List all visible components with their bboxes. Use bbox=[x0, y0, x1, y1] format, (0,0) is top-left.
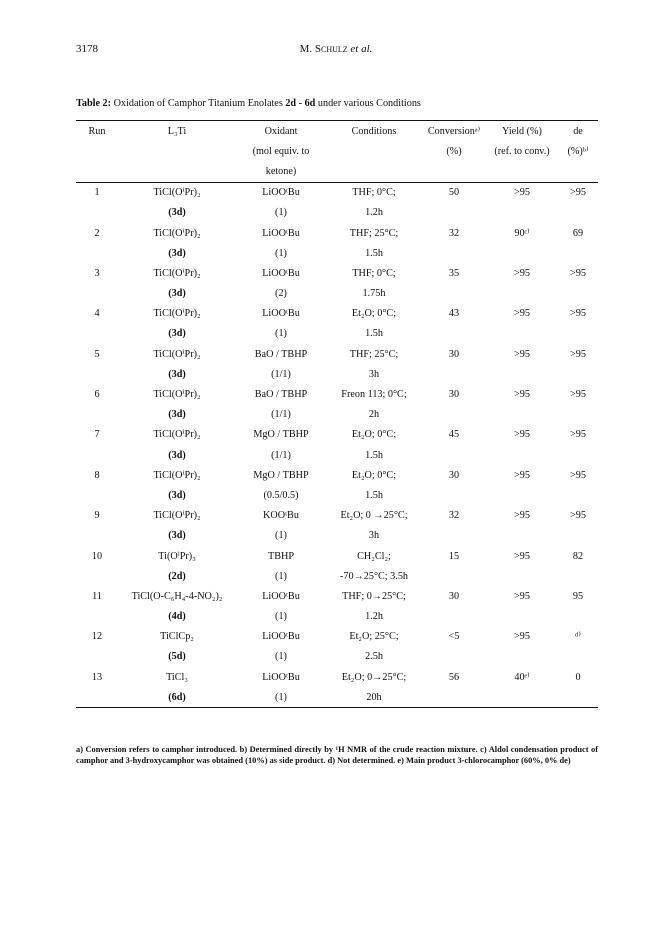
table-cell: KOOᵗBu bbox=[263, 510, 299, 522]
compound-ref: (3d) bbox=[168, 489, 186, 501]
table-cell: TiCl(OⁱPr)₂ bbox=[153, 510, 201, 522]
caption-rest: under various Conditions bbox=[317, 98, 421, 109]
empty-cell bbox=[76, 566, 118, 586]
table-subrow bbox=[76, 243, 598, 263]
column-header bbox=[76, 141, 118, 161]
table-subrow bbox=[76, 607, 598, 627]
table-cell: >95 bbox=[514, 590, 530, 602]
table-cell: THF; 25°C; bbox=[349, 227, 399, 239]
table-cell: Et₂O; 0°C; bbox=[351, 469, 397, 481]
table-cell: Et₂O; 0°C; bbox=[351, 429, 397, 441]
column-header: Conversionᵃ⁾ bbox=[422, 121, 486, 142]
table-cell: 82 bbox=[572, 550, 584, 562]
table-row bbox=[76, 506, 598, 526]
table-cell: LiOOᵗBu bbox=[262, 308, 300, 320]
table-cell: Et₂O; 0→25°C; bbox=[341, 671, 407, 683]
table-cell: THF; 25°C; bbox=[349, 348, 399, 360]
table-cell: TiCl(OⁱPr)₂ bbox=[153, 348, 201, 360]
table-subrow bbox=[76, 485, 598, 505]
table-cell: (1) bbox=[275, 207, 287, 219]
table-cell: LiOOᵗBu bbox=[262, 267, 300, 279]
table-cell: 3h bbox=[368, 530, 380, 542]
table-cell: 15 bbox=[448, 550, 460, 562]
table-cell: (2) bbox=[275, 288, 287, 300]
table-cell: BaO / TBHP bbox=[254, 348, 308, 360]
column-header: Oxidant bbox=[236, 121, 326, 142]
table-cell: (1) bbox=[275, 651, 287, 663]
table-cell: (1/1) bbox=[271, 409, 291, 421]
table-cell: TiCl₃ bbox=[166, 671, 188, 683]
table-cell: 1.75h bbox=[362, 288, 386, 300]
table-cell: 3 bbox=[94, 267, 100, 279]
empty-cell bbox=[558, 405, 598, 425]
table-subrow bbox=[76, 687, 598, 708]
table-subrow bbox=[76, 647, 598, 667]
column-header: Conditions bbox=[326, 121, 422, 142]
empty-cell bbox=[486, 324, 558, 344]
table-cell: >95 bbox=[514, 389, 530, 401]
table-subrow bbox=[76, 405, 598, 425]
table-cell: 30 bbox=[448, 590, 460, 602]
table-row bbox=[76, 546, 598, 566]
table-row bbox=[76, 586, 598, 606]
table-cell: 1.2h bbox=[365, 207, 383, 219]
empty-cell bbox=[558, 566, 598, 586]
table-cell: >95 bbox=[570, 510, 586, 522]
table-cell: THF; 0°C; bbox=[352, 187, 396, 199]
table-cell: TiCl(OⁱPr)₂ bbox=[153, 429, 201, 441]
empty-cell bbox=[558, 445, 598, 465]
table-cell: 9 bbox=[94, 510, 100, 522]
table-cell: THF; 0→25°C; bbox=[342, 590, 406, 602]
empty-cell bbox=[422, 647, 486, 667]
column-header: Yield (%) bbox=[486, 121, 558, 142]
table-row bbox=[76, 627, 598, 647]
table-cell: (0.5/0.5) bbox=[263, 489, 299, 501]
table-cell: 1 bbox=[94, 187, 100, 199]
table-cell: Et₂O; 0 →25°C; bbox=[340, 510, 408, 522]
table-cell: LiOOᵗBu bbox=[262, 187, 300, 199]
empty-cell bbox=[486, 203, 558, 223]
empty-cell bbox=[558, 364, 598, 384]
empty-cell bbox=[76, 687, 118, 708]
results-table bbox=[76, 120, 598, 708]
header-row bbox=[76, 161, 598, 182]
table-row bbox=[76, 384, 598, 404]
empty-cell bbox=[422, 364, 486, 384]
empty-cell bbox=[422, 687, 486, 708]
table-subrow bbox=[76, 526, 598, 546]
empty-cell bbox=[486, 607, 558, 627]
empty-cell bbox=[76, 485, 118, 505]
table-cell: 90ᶜ⁾ bbox=[514, 227, 530, 239]
table-cell: 3h bbox=[368, 368, 380, 380]
empty-cell bbox=[486, 687, 558, 708]
table-cell: Ti(OⁱPr)₃ bbox=[158, 550, 196, 562]
empty-cell bbox=[558, 607, 598, 627]
table-cell: LiOOᵗBu bbox=[262, 227, 300, 239]
table-cell: (1) bbox=[275, 247, 287, 259]
empty-cell bbox=[558, 203, 598, 223]
empty-cell bbox=[76, 203, 118, 223]
table-cell: 13 bbox=[91, 671, 103, 683]
column-header: (ref. to conv.) bbox=[494, 145, 550, 157]
empty-cell bbox=[76, 364, 118, 384]
author-name: M. Schulz bbox=[299, 43, 348, 55]
table-cell: >95 bbox=[514, 550, 530, 562]
table-cell: <5 bbox=[448, 631, 460, 643]
column-header bbox=[558, 161, 598, 182]
page-number: 3178 bbox=[76, 43, 98, 55]
table-cell: 32 bbox=[448, 227, 460, 239]
compound-ref: (3d) bbox=[168, 530, 186, 542]
table-cell: 30 bbox=[448, 389, 460, 401]
table-cell: (1) bbox=[275, 530, 287, 542]
empty-cell bbox=[558, 687, 598, 708]
empty-cell bbox=[76, 405, 118, 425]
table-cell: 32 bbox=[448, 510, 460, 522]
empty-cell bbox=[422, 445, 486, 465]
table-cell: TiCl(O-C₆H₄-4-NO₂)₂ bbox=[131, 590, 223, 602]
table-cell: 2.5h bbox=[365, 651, 383, 663]
compound-ref: (6d) bbox=[118, 687, 236, 708]
empty-cell bbox=[558, 485, 598, 505]
empty-cell bbox=[486, 445, 558, 465]
table-cell: (1) bbox=[236, 687, 326, 708]
table-cell: >95 bbox=[570, 429, 586, 441]
table-row bbox=[76, 344, 598, 364]
table-cell: >95 bbox=[514, 429, 530, 441]
column-header: Run bbox=[76, 121, 118, 142]
empty-cell bbox=[486, 485, 558, 505]
empty-cell bbox=[76, 324, 118, 344]
table-cell: Et₂O; 0°C; bbox=[351, 308, 397, 320]
table-cell: (1/1) bbox=[271, 368, 291, 380]
column-header bbox=[326, 141, 422, 161]
table-cell: Freon 113; 0°C; bbox=[341, 389, 407, 401]
column-header bbox=[76, 161, 118, 182]
empty-cell bbox=[486, 566, 558, 586]
table-cell: 5 bbox=[94, 348, 100, 360]
table-subrow bbox=[76, 566, 598, 586]
empty-cell bbox=[486, 364, 558, 384]
table-cell: 69 bbox=[572, 227, 584, 239]
table-cell: LiOOᵗBu bbox=[262, 631, 300, 643]
compound-ref: (3d) bbox=[168, 368, 186, 380]
empty-cell bbox=[422, 203, 486, 223]
table-subrow bbox=[76, 203, 598, 223]
table-cell: (1) bbox=[275, 328, 287, 340]
caption-text: Oxidation of Camphor Titanium Enolates bbox=[113, 98, 283, 109]
table-cell: 2h bbox=[368, 409, 380, 421]
table-cell: 43 bbox=[448, 308, 460, 320]
table-cell: 8 bbox=[94, 469, 100, 481]
empty-cell bbox=[558, 526, 598, 546]
table-cell: >95 bbox=[570, 469, 586, 481]
table-cell: 45 bbox=[448, 429, 460, 441]
empty-cell bbox=[422, 284, 486, 304]
empty-cell bbox=[422, 405, 486, 425]
table-cell: >95 bbox=[514, 267, 530, 279]
empty-cell bbox=[422, 243, 486, 263]
table-cell: 6 bbox=[94, 389, 100, 401]
table-cell: >95 bbox=[514, 510, 530, 522]
header-row bbox=[76, 141, 598, 161]
empty-cell bbox=[558, 324, 598, 344]
column-header bbox=[118, 141, 236, 161]
column-header: ketone) bbox=[236, 161, 326, 182]
compound-ref: (4d) bbox=[168, 611, 186, 623]
footnotes: a) Conversion refers to camphor introduced. b) Determined directly by ¹H NMR of the crude reaction mixture. c) Aldol condensation product of camphor and 3-hydroxycamphor was obtained (10%) as side product. d) Not determined. e) Main product 3-chlorocamphor (60%, 0% de) bbox=[76, 745, 598, 765]
table-row bbox=[76, 304, 598, 324]
compound-ref: (3d) bbox=[168, 449, 186, 461]
table-cell: 1.5h bbox=[365, 489, 383, 501]
author-suffix: et al. bbox=[347, 43, 373, 55]
table-subrow bbox=[76, 445, 598, 465]
column-header bbox=[118, 161, 236, 182]
table-cell: 1.2h bbox=[365, 611, 383, 623]
table-cell: 40ᵉ⁾ bbox=[514, 671, 530, 683]
table-cell: 4 bbox=[94, 308, 100, 320]
table-cell: TiCl(OⁱPr)₂ bbox=[153, 227, 201, 239]
table-cell: TBHP bbox=[267, 550, 295, 562]
table-cell: TiClCp₂ bbox=[160, 631, 194, 643]
table-cell: 1.5h bbox=[365, 449, 383, 461]
table-subrow bbox=[76, 364, 598, 384]
column-header bbox=[326, 161, 422, 182]
table-cell: TiCl(OⁱPr)₂ bbox=[153, 187, 201, 199]
table-row bbox=[76, 263, 598, 283]
compound-ref: (5d) bbox=[168, 651, 186, 663]
running-head bbox=[0, 43, 672, 55]
empty-cell bbox=[486, 526, 558, 546]
table-row bbox=[76, 425, 598, 445]
table-cell: LiOOᵗBu bbox=[262, 671, 300, 683]
table-cell: >95 bbox=[570, 267, 586, 279]
table-cell: 12 bbox=[91, 631, 103, 643]
table-cell: TiCl(OⁱPr)₂ bbox=[153, 267, 201, 279]
table-cell: >95 bbox=[514, 187, 530, 199]
table-cell: THF; 0°C; bbox=[352, 267, 396, 279]
table-cell: >95 bbox=[570, 187, 586, 199]
table-cell: 1.5h bbox=[365, 247, 383, 259]
table-cell: >95 bbox=[514, 348, 530, 360]
table-row bbox=[76, 667, 598, 687]
table-cell: 20h bbox=[326, 687, 422, 708]
empty-cell bbox=[422, 526, 486, 546]
table-cell: MgO / TBHP bbox=[253, 469, 309, 481]
table-cell: (1) bbox=[275, 570, 287, 582]
empty-cell bbox=[76, 647, 118, 667]
table-cell: 1.5h bbox=[365, 328, 383, 340]
table-row bbox=[76, 182, 598, 203]
table-cell: 7 bbox=[94, 429, 100, 441]
table-subrow bbox=[76, 284, 598, 304]
empty-cell bbox=[422, 324, 486, 344]
table-cell: TiCl(OⁱPr)₂ bbox=[153, 469, 201, 481]
table-cell: 30 bbox=[448, 469, 460, 481]
empty-cell bbox=[422, 607, 486, 627]
table-cell: >95 bbox=[570, 389, 586, 401]
compound-ref: (3d) bbox=[168, 247, 186, 259]
table-cell: 10 bbox=[91, 550, 103, 562]
table-cell: >95 bbox=[514, 631, 530, 643]
table-cell: BaO / TBHP bbox=[254, 389, 308, 401]
empty-cell bbox=[76, 526, 118, 546]
compound-ref: (2d) bbox=[168, 570, 186, 582]
column-header bbox=[422, 161, 486, 182]
compound-ref: (3d) bbox=[168, 288, 186, 300]
table-cell: LiOOᵗBu bbox=[262, 590, 300, 602]
empty-cell bbox=[558, 284, 598, 304]
table-cell: ᵈ⁾ bbox=[575, 631, 581, 643]
compound-ref: (3d) bbox=[168, 207, 186, 219]
column-header: L₃Ti bbox=[118, 121, 236, 142]
table-caption bbox=[76, 98, 421, 109]
compound-ref: (3d) bbox=[168, 328, 186, 340]
column-header: (%) bbox=[446, 145, 462, 157]
table-cell: CH₂Cl₂; bbox=[357, 550, 391, 562]
table-cell: 0 bbox=[575, 671, 581, 683]
empty-cell bbox=[422, 485, 486, 505]
column-header bbox=[486, 161, 558, 182]
empty-cell bbox=[76, 243, 118, 263]
empty-cell bbox=[486, 405, 558, 425]
empty-cell bbox=[76, 445, 118, 465]
table-cell: 35 bbox=[448, 267, 460, 279]
caption-label: Table 2: bbox=[76, 98, 112, 109]
table-cell: 2 bbox=[94, 227, 100, 239]
empty-cell bbox=[76, 284, 118, 304]
empty-cell bbox=[558, 243, 598, 263]
empty-cell bbox=[486, 284, 558, 304]
table-row bbox=[76, 223, 598, 243]
table-cell: 56 bbox=[448, 671, 460, 683]
table-cell: MgO / TBHP bbox=[253, 429, 309, 441]
table-cell: 50 bbox=[448, 187, 460, 199]
table-cell: TiCl(OⁱPr)₂ bbox=[153, 389, 201, 401]
compound-ref: (3d) bbox=[168, 409, 186, 421]
table-cell: (1) bbox=[275, 611, 287, 623]
table-cell: >95 bbox=[570, 348, 586, 360]
table-cell: >95 bbox=[514, 308, 530, 320]
table-cell: 11 bbox=[92, 590, 102, 602]
column-header: (%)ᵇ⁾ bbox=[567, 145, 589, 157]
table-cell: 30 bbox=[448, 348, 460, 360]
column-header: de bbox=[558, 121, 598, 142]
caption-ref: 2d - 6d bbox=[285, 98, 316, 109]
table-cell: >95 bbox=[570, 308, 586, 320]
empty-cell bbox=[558, 647, 598, 667]
table-cell: TiCl(OⁱPr)₂ bbox=[153, 308, 201, 320]
empty-cell bbox=[486, 647, 558, 667]
table-cell: (1/1) bbox=[271, 449, 291, 461]
empty-cell bbox=[422, 566, 486, 586]
empty-cell bbox=[76, 607, 118, 627]
table-cell: Et₂O; 25°C; bbox=[349, 631, 399, 643]
table-cell: -70→25°C; 3.5h bbox=[339, 570, 409, 582]
table-subrow bbox=[76, 324, 598, 344]
column-header: (mol equiv. to bbox=[252, 145, 310, 157]
header-row bbox=[76, 121, 598, 142]
table-cell: 95 bbox=[572, 590, 584, 602]
table-row bbox=[76, 465, 598, 485]
empty-cell bbox=[486, 243, 558, 263]
table-cell: >95 bbox=[514, 469, 530, 481]
